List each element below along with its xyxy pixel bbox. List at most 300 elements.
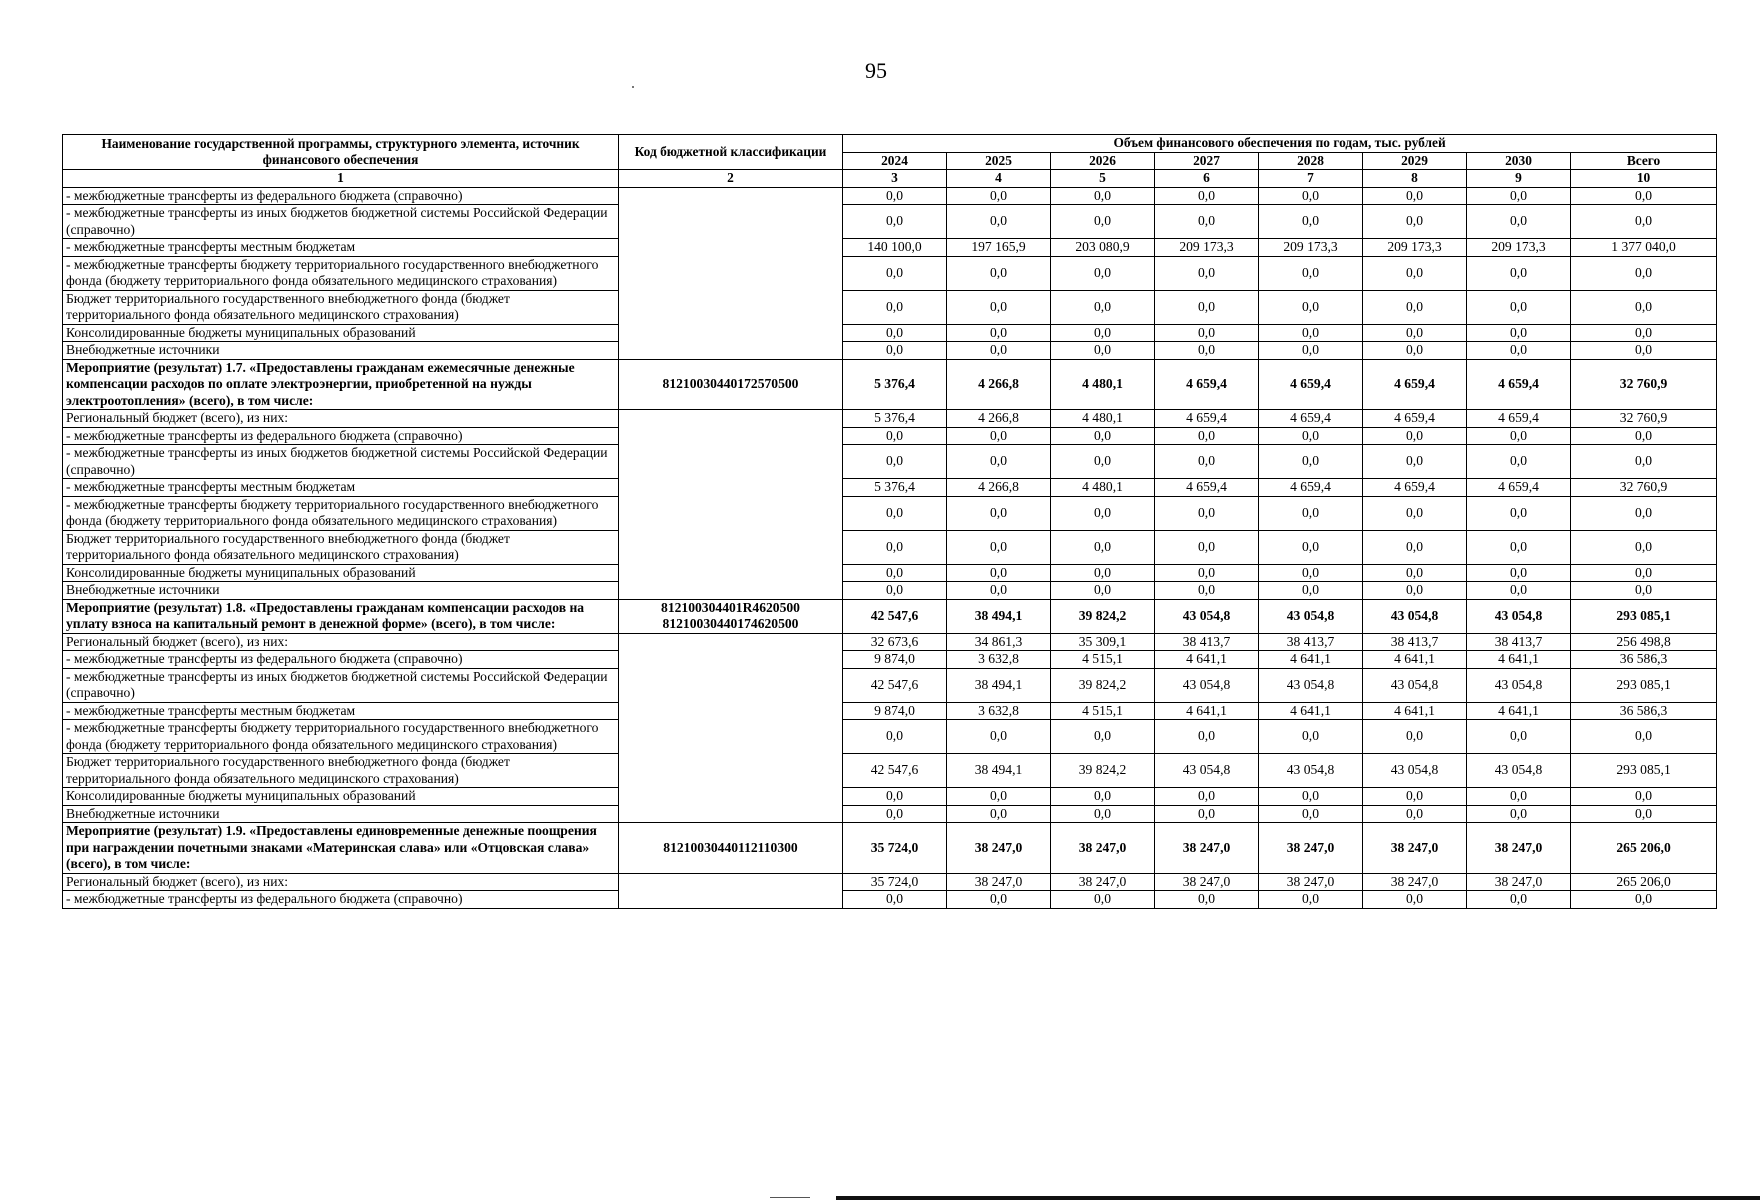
row-label: - межбюджетные трансферты бюджету территориального государственного внебюджетного фонда (бюджету территориального фонда обязательного медицинского страхования) — [63, 496, 619, 530]
value-cell: 0,0 — [947, 496, 1051, 530]
value-cell: 0,0 — [947, 256, 1051, 290]
value-cell: 4 659,4 — [1363, 359, 1467, 410]
value-cell: 0,0 — [1363, 564, 1467, 582]
value-cell: 0,0 — [1363, 256, 1467, 290]
value-cell: 4 659,4 — [1259, 479, 1363, 497]
row-label: Внебюджетные источники — [63, 805, 619, 823]
value-cell: 0,0 — [947, 342, 1051, 360]
table-row — [63, 496, 1717, 530]
value-cell: 4 659,4 — [1467, 359, 1571, 410]
value-cell: 0,0 — [1051, 427, 1155, 445]
table-header — [63, 135, 1717, 188]
value-cell: 43 054,8 — [1259, 754, 1363, 788]
value-cell: 39 824,2 — [1051, 599, 1155, 633]
value-cell: 0,0 — [843, 427, 947, 445]
value-cell: 0,0 — [1155, 256, 1259, 290]
value-cell: 0,0 — [1467, 582, 1571, 600]
total-cell: 0,0 — [1571, 720, 1717, 754]
value-cell: 0,0 — [947, 788, 1051, 806]
row-label: Внебюджетные источники — [63, 342, 619, 360]
value-cell: 0,0 — [1259, 805, 1363, 823]
total-cell: 36 586,3 — [1571, 651, 1717, 669]
row-label: Региональный бюджет (всего), из них: — [63, 633, 619, 651]
table-row — [63, 445, 1717, 479]
value-cell: 4 659,4 — [1363, 479, 1467, 497]
value-cell: 0,0 — [1259, 445, 1363, 479]
measure-row — [63, 359, 1717, 410]
value-cell: 0,0 — [947, 530, 1051, 564]
value-cell: 43 054,8 — [1467, 754, 1571, 788]
scan-speck — [632, 86, 634, 88]
value-cell: 4 515,1 — [1051, 702, 1155, 720]
header-year: 2026 — [1051, 152, 1155, 170]
table-row — [63, 530, 1717, 564]
value-cell: 4 659,4 — [1467, 410, 1571, 428]
total-cell: 293 085,1 — [1571, 668, 1717, 702]
value-cell: 0,0 — [1467, 445, 1571, 479]
value-cell: 39 824,2 — [1051, 668, 1155, 702]
value-cell: 0,0 — [1363, 205, 1467, 239]
value-cell: 0,0 — [1259, 788, 1363, 806]
total-cell: 0,0 — [1571, 805, 1717, 823]
value-cell: 0,0 — [1155, 788, 1259, 806]
table-row — [63, 564, 1717, 582]
header-year: 2025 — [947, 152, 1051, 170]
value-cell: 0,0 — [843, 805, 947, 823]
row-label: Внебюджетные источники — [63, 582, 619, 600]
value-cell: 0,0 — [843, 445, 947, 479]
total-cell: 32 760,9 — [1571, 479, 1717, 497]
value-cell: 0,0 — [1363, 805, 1467, 823]
total-cell: 0,0 — [1571, 256, 1717, 290]
row-label: - межбюджетные трансферты бюджету территориального государственного внебюджетного фонда (бюджету территориального фонда обязательного медицинского страхования) — [63, 256, 619, 290]
value-cell: 4 480,1 — [1051, 359, 1155, 410]
value-cell: 0,0 — [1155, 324, 1259, 342]
header-year: 2028 — [1259, 152, 1363, 170]
header-col-number: 9 — [1467, 170, 1571, 188]
value-cell: 0,0 — [843, 256, 947, 290]
value-cell: 0,0 — [1467, 788, 1571, 806]
value-cell: 4 659,4 — [1467, 479, 1571, 497]
table-row — [63, 788, 1717, 806]
value-cell: 9 874,0 — [843, 651, 947, 669]
value-cell: 0,0 — [1155, 187, 1259, 205]
value-cell: 38 494,1 — [947, 599, 1051, 633]
value-cell: 5 376,4 — [843, 479, 947, 497]
value-cell: 43 054,8 — [1155, 754, 1259, 788]
value-cell: 42 547,6 — [843, 599, 947, 633]
value-cell: 0,0 — [1155, 891, 1259, 909]
value-cell: 0,0 — [1155, 564, 1259, 582]
total-cell: 0,0 — [1571, 427, 1717, 445]
value-cell: 0,0 — [1467, 530, 1571, 564]
row-label: - межбюджетные трансферты из иных бюджетов бюджетной системы Российской Федерации (справочно) — [63, 205, 619, 239]
value-cell: 0,0 — [1051, 187, 1155, 205]
header-year: 2030 — [1467, 152, 1571, 170]
total-cell: 0,0 — [1571, 290, 1717, 324]
value-cell: 0,0 — [1051, 720, 1155, 754]
table-row — [63, 754, 1717, 788]
value-cell: 0,0 — [1155, 720, 1259, 754]
value-cell: 0,0 — [1259, 582, 1363, 600]
total-cell: 32 760,9 — [1571, 410, 1717, 428]
total-cell: 0,0 — [1571, 445, 1717, 479]
value-cell: 0,0 — [1155, 530, 1259, 564]
value-cell: 0,0 — [1259, 324, 1363, 342]
value-cell: 0,0 — [1363, 342, 1467, 360]
value-cell: 0,0 — [1155, 445, 1259, 479]
row-label: - межбюджетные трансферты из иных бюджетов бюджетной системы Российской Федерации (справочно) — [63, 445, 619, 479]
value-cell: 4 659,4 — [1155, 410, 1259, 428]
header-col-number: 5 — [1051, 170, 1155, 188]
value-cell: 0,0 — [1051, 342, 1155, 360]
value-cell: 0,0 — [1155, 427, 1259, 445]
value-cell: 0,0 — [1051, 582, 1155, 600]
header-volume: Объем финансового обеспечения по годам, тыс. рублей — [843, 135, 1717, 153]
value-cell: 0,0 — [1363, 324, 1467, 342]
measure-row — [63, 599, 1717, 633]
value-cell: 39 824,2 — [1051, 754, 1155, 788]
total-cell: 265 206,0 — [1571, 823, 1717, 874]
value-cell: 35 724,0 — [843, 873, 947, 891]
value-cell: 42 547,6 — [843, 668, 947, 702]
total-cell: 265 206,0 — [1571, 873, 1717, 891]
value-cell: 209 173,3 — [1155, 239, 1259, 257]
code-cell-blank — [619, 187, 843, 359]
value-cell: 0,0 — [1467, 720, 1571, 754]
value-cell: 38 247,0 — [1155, 823, 1259, 874]
row-label: - межбюджетные трансферты бюджету территориального государственного внебюджетного фонда (бюджету территориального фонда обязательного медицинского страхования) — [63, 720, 619, 754]
header-col-number: 2 — [619, 170, 843, 188]
value-cell: 0,0 — [947, 445, 1051, 479]
value-cell: 38 494,1 — [947, 668, 1051, 702]
budget-table — [62, 134, 1717, 909]
row-label: Бюджет территориального государственного внебюджетного фонда (бюджет территориального фонда обязательного медицинского страхования) — [63, 754, 619, 788]
value-cell: 0,0 — [947, 720, 1051, 754]
row-label: Консолидированные бюджеты муниципальных образований — [63, 324, 619, 342]
value-cell: 35 309,1 — [1051, 633, 1155, 651]
table-row — [63, 582, 1717, 600]
total-cell: 0,0 — [1571, 187, 1717, 205]
value-cell: 4 480,1 — [1051, 410, 1155, 428]
value-cell: 34 861,3 — [947, 633, 1051, 651]
value-cell: 0,0 — [1259, 530, 1363, 564]
value-cell: 209 173,3 — [1467, 239, 1571, 257]
value-cell: 0,0 — [1259, 891, 1363, 909]
row-label: - межбюджетные трансферты местным бюджетам — [63, 702, 619, 720]
value-cell: 35 724,0 — [843, 823, 947, 874]
value-cell: 0,0 — [1155, 342, 1259, 360]
value-cell: 43 054,8 — [1155, 668, 1259, 702]
value-cell: 0,0 — [1051, 324, 1155, 342]
table-row — [63, 410, 1717, 428]
value-cell: 0,0 — [1363, 530, 1467, 564]
value-cell: 0,0 — [1363, 187, 1467, 205]
value-cell: 0,0 — [947, 427, 1051, 445]
row-label: - межбюджетные трансферты из иных бюджетов бюджетной системы Российской Федерации (справочно) — [63, 668, 619, 702]
value-cell: 4 266,8 — [947, 479, 1051, 497]
value-cell: 38 247,0 — [947, 873, 1051, 891]
value-cell: 38 247,0 — [947, 823, 1051, 874]
value-cell: 0,0 — [1467, 324, 1571, 342]
value-cell: 38 247,0 — [1051, 823, 1155, 874]
value-cell: 0,0 — [1467, 427, 1571, 445]
value-cell: 0,0 — [1051, 530, 1155, 564]
value-cell: 0,0 — [843, 290, 947, 324]
scan-mark — [770, 1197, 810, 1198]
row-label: - межбюджетные трансферты из федерального бюджета (справочно) — [63, 891, 619, 909]
value-cell: 0,0 — [843, 205, 947, 239]
value-cell: 4 659,4 — [1363, 410, 1467, 428]
table-row — [63, 479, 1717, 497]
value-cell: 38 247,0 — [1155, 873, 1259, 891]
value-cell: 43 054,8 — [1467, 599, 1571, 633]
value-cell: 9 874,0 — [843, 702, 947, 720]
page-number-wrap — [0, 58, 1752, 84]
value-cell: 0,0 — [843, 564, 947, 582]
value-cell: 5 376,4 — [843, 410, 947, 428]
row-label: - межбюджетные трансферты из федерального бюджета (справочно) — [63, 651, 619, 669]
value-cell: 42 547,6 — [843, 754, 947, 788]
page-number: 95 — [865, 58, 887, 83]
table-row — [63, 668, 1717, 702]
value-cell: 43 054,8 — [1155, 599, 1259, 633]
total-cell: 0,0 — [1571, 582, 1717, 600]
value-cell: 0,0 — [1051, 891, 1155, 909]
row-label: - межбюджетные трансферты местным бюджетам — [63, 239, 619, 257]
total-cell: 0,0 — [1571, 324, 1717, 342]
total-cell: 0,0 — [1571, 530, 1717, 564]
value-cell: 4 659,4 — [1259, 359, 1363, 410]
value-cell: 0,0 — [1363, 496, 1467, 530]
total-cell: 36 586,3 — [1571, 702, 1717, 720]
value-cell: 4 641,1 — [1259, 702, 1363, 720]
value-cell: 0,0 — [1363, 427, 1467, 445]
value-cell: 0,0 — [1363, 891, 1467, 909]
value-cell: 38 247,0 — [1363, 823, 1467, 874]
value-cell: 4 266,8 — [947, 359, 1051, 410]
value-cell: 0,0 — [843, 891, 947, 909]
total-cell: 256 498,8 — [1571, 633, 1717, 651]
value-cell: 0,0 — [947, 187, 1051, 205]
value-cell: 38 247,0 — [1051, 873, 1155, 891]
table-row — [63, 205, 1717, 239]
value-cell: 0,0 — [1259, 720, 1363, 754]
value-cell: 0,0 — [1259, 342, 1363, 360]
total-cell: 0,0 — [1571, 891, 1717, 909]
row-label: Бюджет территориального государственного внебюджетного фонда (бюджет территориального фонда обязательного медицинского страхования) — [63, 530, 619, 564]
value-cell: 203 080,9 — [1051, 239, 1155, 257]
value-cell: 0,0 — [1051, 205, 1155, 239]
value-cell: 0,0 — [1259, 256, 1363, 290]
measure-title: Мероприятие (результат) 1.8. «Предоставлены гражданам компенсации расходов на уплату взноса на капитальный ремонт в денежной форме» (всего), в том числе: — [63, 599, 619, 633]
value-cell: 0,0 — [947, 564, 1051, 582]
total-cell: 293 085,1 — [1571, 599, 1717, 633]
header-col-number: 6 — [1155, 170, 1259, 188]
total-cell: 0,0 — [1571, 342, 1717, 360]
value-cell: 38 413,7 — [1259, 633, 1363, 651]
table-row — [63, 891, 1717, 909]
budget-code: 81210030440112110300 — [619, 823, 843, 874]
measure-title: Мероприятие (результат) 1.9. «Предоставлены единовременные денежные поощрения при награждении почетными знаками «Материнская слава» или «Отцовская слава» (всего), в том числе: — [63, 823, 619, 874]
value-cell: 0,0 — [1467, 290, 1571, 324]
value-cell: 209 173,3 — [1363, 239, 1467, 257]
header-col-number: 4 — [947, 170, 1051, 188]
row-label: - межбюджетные трансферты из федерального бюджета (справочно) — [63, 187, 619, 205]
value-cell: 0,0 — [1467, 564, 1571, 582]
value-cell: 0,0 — [1467, 187, 1571, 205]
header-year: 2024 — [843, 152, 947, 170]
value-cell: 0,0 — [1259, 205, 1363, 239]
row-label: Региональный бюджет (всего), из них: — [63, 873, 619, 891]
value-cell: 0,0 — [947, 290, 1051, 324]
value-cell: 0,0 — [1051, 445, 1155, 479]
table-row — [63, 256, 1717, 290]
value-cell: 0,0 — [843, 530, 947, 564]
row-label: Региональный бюджет (всего), из них: — [63, 410, 619, 428]
value-cell: 38 247,0 — [1363, 873, 1467, 891]
value-cell: 5 376,4 — [843, 359, 947, 410]
value-cell: 0,0 — [1467, 496, 1571, 530]
value-cell: 209 173,3 — [1259, 239, 1363, 257]
row-label: - межбюджетные трансферты местным бюджетам — [63, 479, 619, 497]
value-cell: 0,0 — [1155, 805, 1259, 823]
value-cell: 38 413,7 — [1363, 633, 1467, 651]
value-cell: 0,0 — [1467, 891, 1571, 909]
value-cell: 43 054,8 — [1467, 668, 1571, 702]
value-cell: 0,0 — [1155, 290, 1259, 324]
value-cell: 3 632,8 — [947, 651, 1051, 669]
value-cell: 0,0 — [1259, 187, 1363, 205]
value-cell: 4 641,1 — [1155, 651, 1259, 669]
header-col-number: 3 — [843, 170, 947, 188]
header-col-number: 1 — [63, 170, 619, 188]
value-cell: 4 659,4 — [1155, 479, 1259, 497]
value-cell: 0,0 — [843, 496, 947, 530]
header-year: 2029 — [1363, 152, 1467, 170]
header-col-number: 7 — [1259, 170, 1363, 188]
value-cell: 0,0 — [1467, 256, 1571, 290]
value-cell: 0,0 — [947, 324, 1051, 342]
budget-code: 812100304401R4620500 81210030440174620500 — [619, 599, 843, 633]
table-row — [63, 427, 1717, 445]
table-row — [63, 651, 1717, 669]
value-cell: 0,0 — [843, 187, 947, 205]
value-cell: 43 054,8 — [1259, 599, 1363, 633]
value-cell: 38 247,0 — [1259, 823, 1363, 874]
value-cell: 0,0 — [1051, 564, 1155, 582]
value-cell: 0,0 — [1259, 427, 1363, 445]
row-label: Бюджет территориального государственного внебюджетного фонда (бюджет территориального фонда обязательного медицинского страхования) — [63, 290, 619, 324]
total-cell: 1 377 040,0 — [1571, 239, 1717, 257]
code-cell-blank — [619, 873, 843, 908]
value-cell: 0,0 — [1051, 256, 1155, 290]
total-cell: 0,0 — [1571, 564, 1717, 582]
value-cell: 4 641,1 — [1155, 702, 1259, 720]
header-total: Всего — [1571, 152, 1717, 170]
value-cell: 0,0 — [1467, 342, 1571, 360]
total-cell: 293 085,1 — [1571, 754, 1717, 788]
value-cell: 0,0 — [1155, 205, 1259, 239]
total-cell: 32 760,9 — [1571, 359, 1717, 410]
value-cell: 43 054,8 — [1259, 668, 1363, 702]
value-cell: 0,0 — [1467, 205, 1571, 239]
value-cell: 38 247,0 — [1467, 823, 1571, 874]
measure-title: Мероприятие (результат) 1.7. «Предоставлены гражданам ежемесячные денежные компенсации расходов по оплате электроэнергии, приобретенной на нужды электроотопления» (всего), в том числе: — [63, 359, 619, 410]
total-cell: 0,0 — [1571, 788, 1717, 806]
value-cell: 0,0 — [843, 324, 947, 342]
value-cell: 0,0 — [843, 342, 947, 360]
value-cell: 0,0 — [1051, 805, 1155, 823]
table-row — [63, 342, 1717, 360]
table-body — [63, 187, 1717, 908]
value-cell: 0,0 — [843, 720, 947, 754]
total-cell: 0,0 — [1571, 205, 1717, 239]
budget-code: 81210030440172570500 — [619, 359, 843, 410]
value-cell: 0,0 — [1363, 788, 1467, 806]
value-cell: 0,0 — [947, 205, 1051, 239]
value-cell: 0,0 — [947, 582, 1051, 600]
value-cell: 0,0 — [1259, 496, 1363, 530]
value-cell: 0,0 — [1051, 290, 1155, 324]
table-row — [63, 805, 1717, 823]
value-cell: 0,0 — [1467, 805, 1571, 823]
value-cell: 4 641,1 — [1363, 651, 1467, 669]
value-cell: 43 054,8 — [1363, 668, 1467, 702]
code-cell-blank — [619, 410, 843, 600]
value-cell: 0,0 — [1051, 496, 1155, 530]
header-col-number: 8 — [1363, 170, 1467, 188]
header-year: 2027 — [1155, 152, 1259, 170]
code-cell-blank — [619, 633, 843, 823]
value-cell: 4 480,1 — [1051, 479, 1155, 497]
value-cell: 4 641,1 — [1467, 702, 1571, 720]
value-cell: 0,0 — [1363, 445, 1467, 479]
row-label: Консолидированные бюджеты муниципальных образований — [63, 788, 619, 806]
row-label: - межбюджетные трансферты из федерального бюджета (справочно) — [63, 427, 619, 445]
value-cell: 0,0 — [1051, 788, 1155, 806]
table-row — [63, 702, 1717, 720]
value-cell: 4 659,4 — [1155, 359, 1259, 410]
value-cell: 4 266,8 — [947, 410, 1051, 428]
measure-row — [63, 823, 1717, 874]
total-cell: 0,0 — [1571, 496, 1717, 530]
table-row — [63, 720, 1717, 754]
value-cell: 0,0 — [1155, 582, 1259, 600]
table-row — [63, 187, 1717, 205]
table-row — [63, 324, 1717, 342]
value-cell: 0,0 — [1259, 290, 1363, 324]
value-cell: 0,0 — [843, 788, 947, 806]
value-cell: 43 054,8 — [1363, 754, 1467, 788]
value-cell: 0,0 — [1363, 290, 1467, 324]
value-cell: 4 641,1 — [1467, 651, 1571, 669]
value-cell: 32 673,6 — [843, 633, 947, 651]
row-label: Консолидированные бюджеты муниципальных образований — [63, 564, 619, 582]
value-cell: 38 413,7 — [1467, 633, 1571, 651]
value-cell: 38 494,1 — [947, 754, 1051, 788]
value-cell: 3 632,8 — [947, 702, 1051, 720]
value-cell: 0,0 — [947, 891, 1051, 909]
table-row — [63, 633, 1717, 651]
table-row — [63, 873, 1717, 891]
value-cell: 38 247,0 — [1467, 873, 1571, 891]
value-cell: 0,0 — [1155, 496, 1259, 530]
scan-edge-line — [836, 1196, 1760, 1200]
value-cell: 43 054,8 — [1363, 599, 1467, 633]
value-cell: 197 165,9 — [947, 239, 1051, 257]
value-cell: 0,0 — [1363, 582, 1467, 600]
